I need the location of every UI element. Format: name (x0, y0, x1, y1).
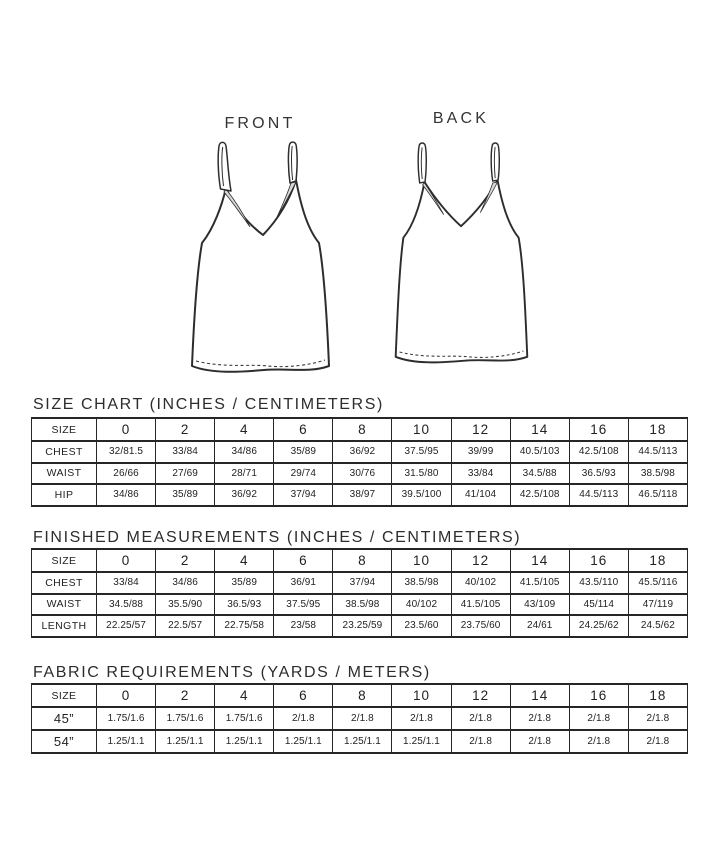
row-label: 54” (32, 730, 97, 753)
front-camisole-drawing (184, 138, 336, 378)
measurement-value-cell: 23/58 (274, 615, 333, 637)
size-column-header: 10 (392, 684, 451, 707)
measurement-value-cell: 22.75/58 (215, 615, 274, 637)
size-column-header: 12 (451, 418, 510, 441)
measurement-value-cell: 1.25/1.1 (333, 730, 392, 753)
size-column-header: 10 (392, 418, 451, 441)
measurement-row (32, 594, 688, 616)
size-column-header: 4 (215, 418, 274, 441)
size-column-header: 4 (215, 549, 274, 572)
measurement-value-cell: 41/104 (451, 484, 510, 506)
measurement-value-cell: 26/66 (97, 463, 156, 485)
measurement-row (32, 615, 688, 637)
size-column-header: 2 (156, 684, 215, 707)
size-column-header: 2 (156, 549, 215, 572)
size-column-header: 10 (392, 549, 451, 572)
row-label: HIP (32, 484, 97, 506)
measurement-value-cell: 40.5/103 (510, 441, 569, 463)
measurement-value-cell: 2/1.8 (569, 730, 628, 753)
fabric-requirements-table (31, 683, 688, 754)
measurement-value-cell: 38.5/98 (628, 463, 687, 485)
measurement-value-cell: 36.5/93 (215, 594, 274, 616)
measurement-value-cell: 44.5/113 (569, 484, 628, 506)
measurement-value-cell: 37.5/95 (274, 594, 333, 616)
measurement-value-cell: 2/1.8 (628, 707, 687, 730)
size-column-header: 4 (215, 684, 274, 707)
measurement-value-cell: 23.75/60 (451, 615, 510, 637)
size-corner-label: SIZE (32, 684, 97, 707)
measurement-value-cell: 2/1.8 (569, 707, 628, 730)
measurement-value-cell: 27/69 (156, 463, 215, 485)
size-column-header: 16 (569, 418, 628, 441)
measurement-value-cell: 40/102 (451, 572, 510, 594)
measurement-value-cell: 34/86 (215, 441, 274, 463)
measurement-value-cell: 35/89 (156, 484, 215, 506)
size-column-header: 6 (274, 549, 333, 572)
measurement-value-cell: 23.5/60 (392, 615, 451, 637)
measurement-value-cell: 47/119 (628, 594, 687, 616)
measurement-value-cell: 45.5/116 (628, 572, 687, 594)
measurement-value-cell: 28/71 (215, 463, 274, 485)
measurement-value-cell: 36/92 (333, 441, 392, 463)
size-chart-table (31, 417, 688, 507)
back-camisole-drawing (388, 136, 534, 374)
front-body-outline (192, 180, 329, 372)
row-label: CHEST (32, 572, 97, 594)
measurement-value-cell: 1.75/1.6 (215, 707, 274, 730)
measurement-value-cell: 41.5/105 (451, 594, 510, 616)
measurement-value-cell: 34/86 (97, 484, 156, 506)
measurement-value-cell: 33/84 (156, 441, 215, 463)
size-column-header: 6 (274, 684, 333, 707)
table-header-row (32, 549, 688, 572)
measurement-value-cell: 39.5/100 (392, 484, 451, 506)
back-garment-illustration (388, 136, 534, 374)
measurement-value-cell: 36.5/93 (569, 463, 628, 485)
measurement-value-cell: 34/86 (156, 572, 215, 594)
size-column-header: 18 (628, 418, 687, 441)
measurement-value-cell: 24.5/62 (628, 615, 687, 637)
row-label: 45” (32, 707, 97, 730)
measurement-value-cell: 37/94 (274, 484, 333, 506)
measurement-value-cell: 34.5/88 (97, 594, 156, 616)
measurement-value-cell: 1.75/1.6 (97, 707, 156, 730)
size-column-header: 6 (274, 418, 333, 441)
measurement-value-cell: 1.25/1.1 (97, 730, 156, 753)
measurement-value-cell: 1.25/1.1 (156, 730, 215, 753)
measurement-value-cell: 41.5/105 (510, 572, 569, 594)
measurement-value-cell: 2/1.8 (510, 730, 569, 753)
size-column-header: 8 (333, 418, 392, 441)
size-column-header: 8 (333, 684, 392, 707)
size-column-header: 12 (451, 549, 510, 572)
size-chart-title: SIZE CHART (INCHES / CENTIMETERS) (33, 396, 384, 413)
size-column-header: 18 (628, 549, 687, 572)
size-column-header: 14 (510, 418, 569, 441)
measurement-row (32, 463, 688, 485)
size-column-header: 14 (510, 684, 569, 707)
measurement-value-cell: 2/1.8 (274, 707, 333, 730)
size-column-header: 18 (628, 684, 687, 707)
measurement-value-cell: 40/102 (392, 594, 451, 616)
size-column-header: 0 (97, 684, 156, 707)
measurement-value-cell: 22.5/57 (156, 615, 215, 637)
measurement-value-cell: 33/84 (97, 572, 156, 594)
measurement-row (32, 730, 688, 753)
measurement-row (32, 572, 688, 594)
size-column-header: 16 (569, 684, 628, 707)
measurement-value-cell: 37/94 (333, 572, 392, 594)
measurement-value-cell: 1.25/1.1 (392, 730, 451, 753)
measurement-value-cell: 2/1.8 (392, 707, 451, 730)
measurement-value-cell: 46.5/118 (628, 484, 687, 506)
measurement-value-cell: 2/1.8 (628, 730, 687, 753)
size-column-header: 0 (97, 418, 156, 441)
measurement-value-cell: 30/76 (333, 463, 392, 485)
measurement-value-cell: 31.5/80 (392, 463, 451, 485)
measurement-value-cell: 45/114 (569, 594, 628, 616)
measurement-value-cell: 1.25/1.1 (274, 730, 333, 753)
measurement-row (32, 707, 688, 730)
measurement-value-cell: 2/1.8 (451, 707, 510, 730)
measurement-value-cell: 35.5/90 (156, 594, 215, 616)
size-column-header: 14 (510, 549, 569, 572)
measurement-value-cell: 35/89 (274, 441, 333, 463)
measurement-value-cell: 23.25/59 (333, 615, 392, 637)
measurement-value-cell: 2/1.8 (333, 707, 392, 730)
size-column-header: 8 (333, 549, 392, 572)
measurement-value-cell: 38/97 (333, 484, 392, 506)
measurement-value-cell: 24.25/62 (569, 615, 628, 637)
measurement-row (32, 441, 688, 463)
measurement-value-cell: 42.5/108 (510, 484, 569, 506)
row-label: WAIST (32, 594, 97, 616)
row-label: LENGTH (32, 615, 97, 637)
back-body-outline (396, 180, 528, 362)
size-column-header: 16 (569, 549, 628, 572)
measurement-value-cell: 38.5/98 (333, 594, 392, 616)
row-label: CHEST (32, 441, 97, 463)
measurement-value-cell: 39/99 (451, 441, 510, 463)
measurement-value-cell: 38.5/98 (392, 572, 451, 594)
table-header-row (32, 418, 688, 441)
measurement-value-cell: 2/1.8 (451, 730, 510, 753)
front-left-strap (218, 142, 231, 191)
measurement-value-cell: 2/1.8 (510, 707, 569, 730)
measurement-value-cell: 35/89 (215, 572, 274, 594)
measurement-value-cell: 1.25/1.1 (215, 730, 274, 753)
measurement-value-cell: 37.5/95 (392, 441, 451, 463)
measurement-value-cell: 44.5/113 (628, 441, 687, 463)
finished-measurements-table (31, 548, 688, 638)
measurement-value-cell: 24/61 (510, 615, 569, 637)
size-column-header: 0 (97, 549, 156, 572)
measurement-value-cell: 43/109 (510, 594, 569, 616)
measurement-value-cell: 34.5/88 (510, 463, 569, 485)
measurement-value-cell: 1.75/1.6 (156, 707, 215, 730)
size-corner-label: SIZE (32, 418, 97, 441)
front-view-label: FRONT (224, 115, 296, 132)
measurement-value-cell: 36/91 (274, 572, 333, 594)
measurement-value-cell: 42.5/108 (569, 441, 628, 463)
measurement-row (32, 484, 688, 506)
measurement-value-cell: 36/92 (215, 484, 274, 506)
measurement-value-cell: 43.5/110 (569, 572, 628, 594)
size-corner-label: SIZE (32, 549, 97, 572)
finished-measurements-title: FINISHED MEASUREMENTS (INCHES / CENTIMETERS) (33, 529, 522, 546)
measurement-value-cell: 32/81.5 (97, 441, 156, 463)
table-header-row (32, 684, 688, 707)
back-view-label: BACK (432, 110, 490, 127)
front-garment-illustration (184, 138, 336, 378)
fabric-requirements-title: FABRIC REQUIREMENTS (YARDS / METERS) (33, 664, 431, 681)
measurement-value-cell: 22.25/57 (97, 615, 156, 637)
measurement-value-cell: 29/74 (274, 463, 333, 485)
size-column-header: 2 (156, 418, 215, 441)
size-column-header: 12 (451, 684, 510, 707)
row-label: WAIST (32, 463, 97, 485)
measurement-value-cell: 33/84 (451, 463, 510, 485)
